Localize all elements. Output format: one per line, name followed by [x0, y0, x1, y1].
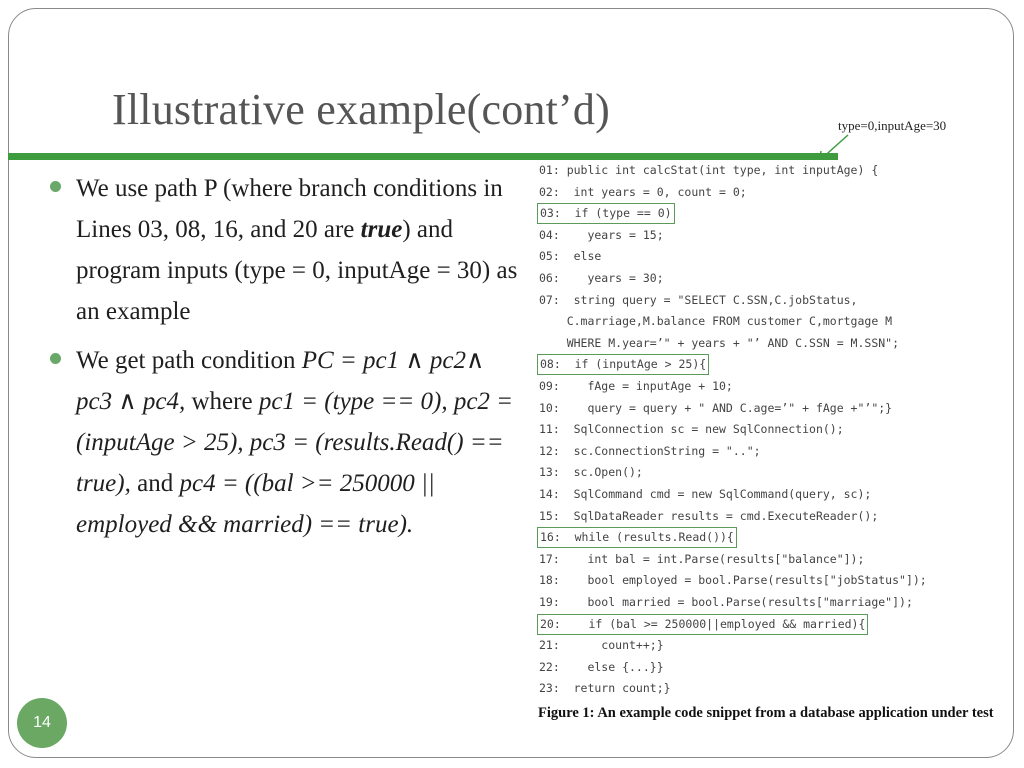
bullet-formula: PC = pc1 ∧ pc2∧ pc3 ∧ pc4, [76, 347, 485, 415]
bullet-path-p [48, 168, 518, 332]
code-line: 01: public int calcStat(int type, int inputAge) { [539, 163, 879, 177]
bullet-dot-icon [50, 353, 61, 364]
code-line: 13: sc.Open(); [539, 465, 643, 480]
code-line: 14: SqlCommand cmd = new SqlCommand(query, sc); [539, 487, 872, 501]
code-line-highlighted: 03: if (type == 0) [537, 203, 675, 224]
code-line-highlighted: 16: while (results.Read()){ [537, 527, 737, 548]
code-line: 18: bool employed = bool.Parse(results["jobStatus"]); [539, 573, 927, 588]
code-line: 19: bool married = bool.Parse(results["marriage"]); [539, 595, 913, 609]
code-line: 17: int bal = int.Parse(results["balance"]); [539, 551, 865, 566]
code-line: 15: SqlDataReader results = cmd.ExecuteReader(); [539, 508, 879, 523]
bullet-text: where [185, 388, 259, 415]
code-line: 02: int years = 0, count = 0; [539, 184, 747, 199]
code-snippet [535, 160, 1005, 700]
code-line: 11: SqlConnection sc = new SqlConnection(); [539, 422, 844, 437]
code-line: 05: else [539, 249, 602, 264]
code-line: 21: count++;} [539, 638, 664, 653]
title-underline [8, 153, 838, 160]
code-line: 07: string query = "SELECT C.SSN,C.jobStatus, [539, 292, 858, 307]
code-line: 12: sc.ConnectionString = ".."; [539, 443, 761, 458]
bullet-text: We use path P (where branch conditions in Lines 03, 08, 16, and 20 are [76, 175, 503, 243]
bullet-formula: pc1 = (type == 0), pc2 = (inputAge > 25), pc3 = (results.Read() == true), [76, 388, 514, 497]
bullet-list [48, 168, 518, 553]
page-number: 14 [17, 698, 67, 748]
code-line: 04: years = 15; [539, 227, 664, 242]
code-line: 22: else {...}} [539, 659, 664, 674]
bullet-dot-icon [50, 181, 61, 192]
code-line: 09: fAge = inputAge + 10; [539, 379, 733, 393]
bullet-text: and [130, 470, 180, 497]
code-line-highlighted: 20: if (bal >= 250000||employed && married){ [537, 614, 868, 635]
code-line: 06: years = 30; [539, 271, 664, 285]
code-line: 23: return count;} [539, 681, 671, 696]
code-line-highlighted: 08: if (inputAge > 25){ [537, 354, 709, 375]
code-line: WHERE M.year=’" + years + "’ AND C.SSN = M.SSN"; [539, 335, 900, 350]
bullet-text: We get path condition [76, 347, 302, 374]
figure-caption: Figure 1: An example code snippet from a database application under test [538, 705, 994, 721]
bullet-text: ) and program inputs (type = 0, inputAge = 30) as an example [76, 216, 518, 325]
bullet-formula: pc4 = ((bal >= 250000 || employed && married) == true). [76, 470, 435, 538]
input-annotation: type=0,inputAge=30 [838, 118, 947, 133]
slide-title: Illustrative example(cont’d) [112, 85, 610, 134]
code-line: 10: query = query + " AND C.age=’" + fAge +"’";} [539, 400, 893, 415]
bullet-emphasis: true [360, 216, 403, 243]
bullet-path-condition [48, 340, 518, 545]
code-line: C.marriage,M.balance FROM customer C,mortgage M [539, 314, 893, 329]
